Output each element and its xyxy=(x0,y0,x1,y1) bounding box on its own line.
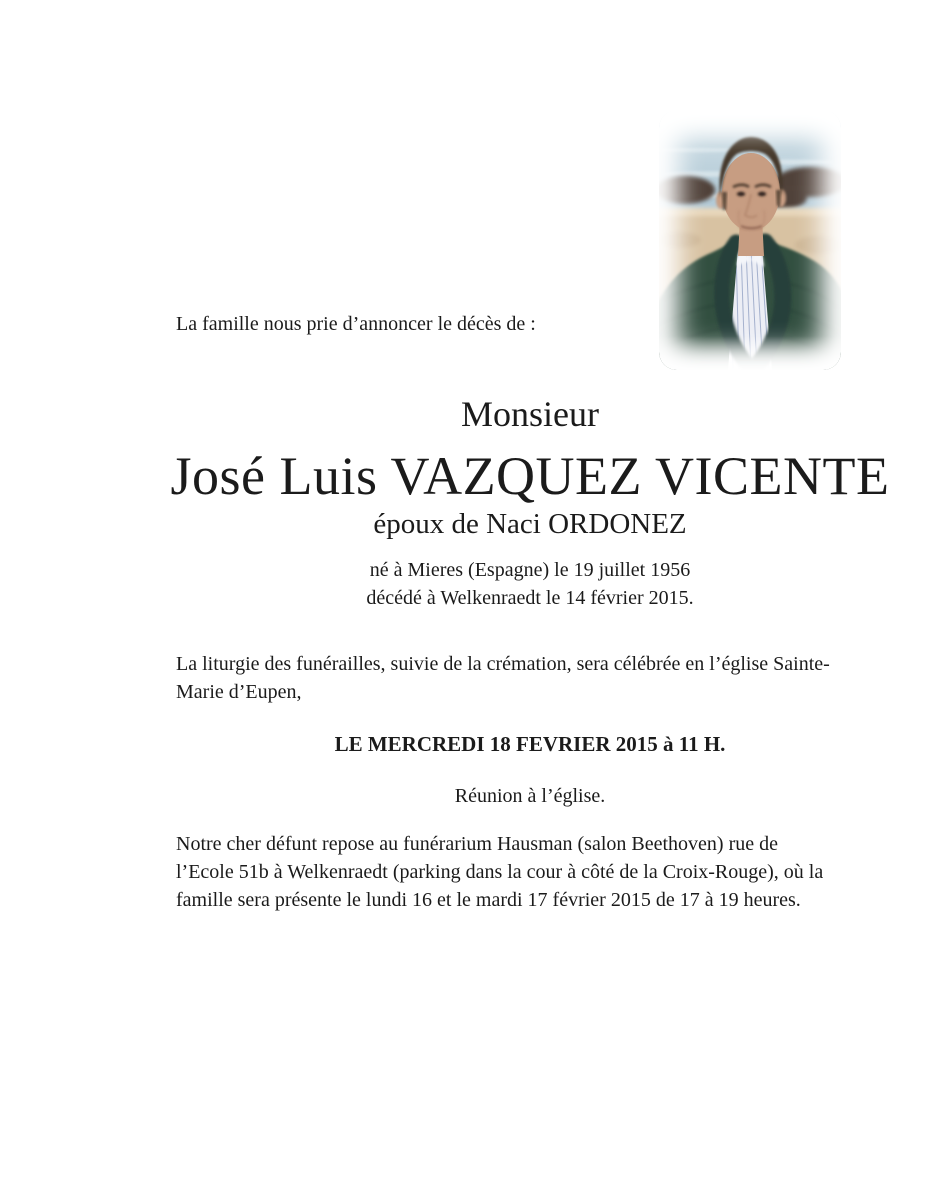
photo-wall-stone xyxy=(659,232,701,248)
repose-line: l’Ecole 51b à Welkenraedt (parking dans la cour à côté de la Croix-Rouge), où la xyxy=(176,861,824,883)
portrait-photo xyxy=(659,110,841,370)
repose-line: famille sera présente le lundi 16 et le mardi 17 février 2015 de 17 à 19 heures. xyxy=(176,889,801,911)
salutation: Monsieur xyxy=(461,394,599,434)
vitals-block xyxy=(366,556,693,612)
liturgy-line: La liturgie des funérailles, suivie de la crémation, sera célébrée en l’église Sainte- xyxy=(176,653,830,675)
photo-eye xyxy=(758,192,766,196)
deceased-name: José Luis VAZQUEZ VICENTE xyxy=(170,446,890,506)
photo-bottom-fade xyxy=(659,336,841,370)
repose-paragraph xyxy=(176,830,892,914)
repose-line: Notre cher défunt repose au funérarium Hausman (salon Beethoven) rue de xyxy=(176,833,778,855)
liturgy-line: Marie d’Eupen, xyxy=(176,681,302,703)
photo-face xyxy=(722,153,780,231)
spouse-line: époux de Naci ORDONEZ xyxy=(373,508,687,540)
photo-eye xyxy=(737,192,745,196)
photo-wall-stone xyxy=(795,236,841,254)
portrait-photo-illustration xyxy=(659,110,841,370)
intro-line: La famille nous prie d’annoncer le décès de : xyxy=(176,313,536,335)
death-line: décédé à Welkenraedt le 14 février 2015. xyxy=(366,587,694,609)
meeting-line: Réunion à l’église. xyxy=(454,785,606,807)
birth-line: né à Mieres (Espagne) le 19 juillet 1956 xyxy=(369,559,691,581)
ceremony-line: LE MERCREDI 18 FEVRIER 2015 à 11 H. xyxy=(334,732,726,756)
liturgy-paragraph xyxy=(176,650,892,706)
